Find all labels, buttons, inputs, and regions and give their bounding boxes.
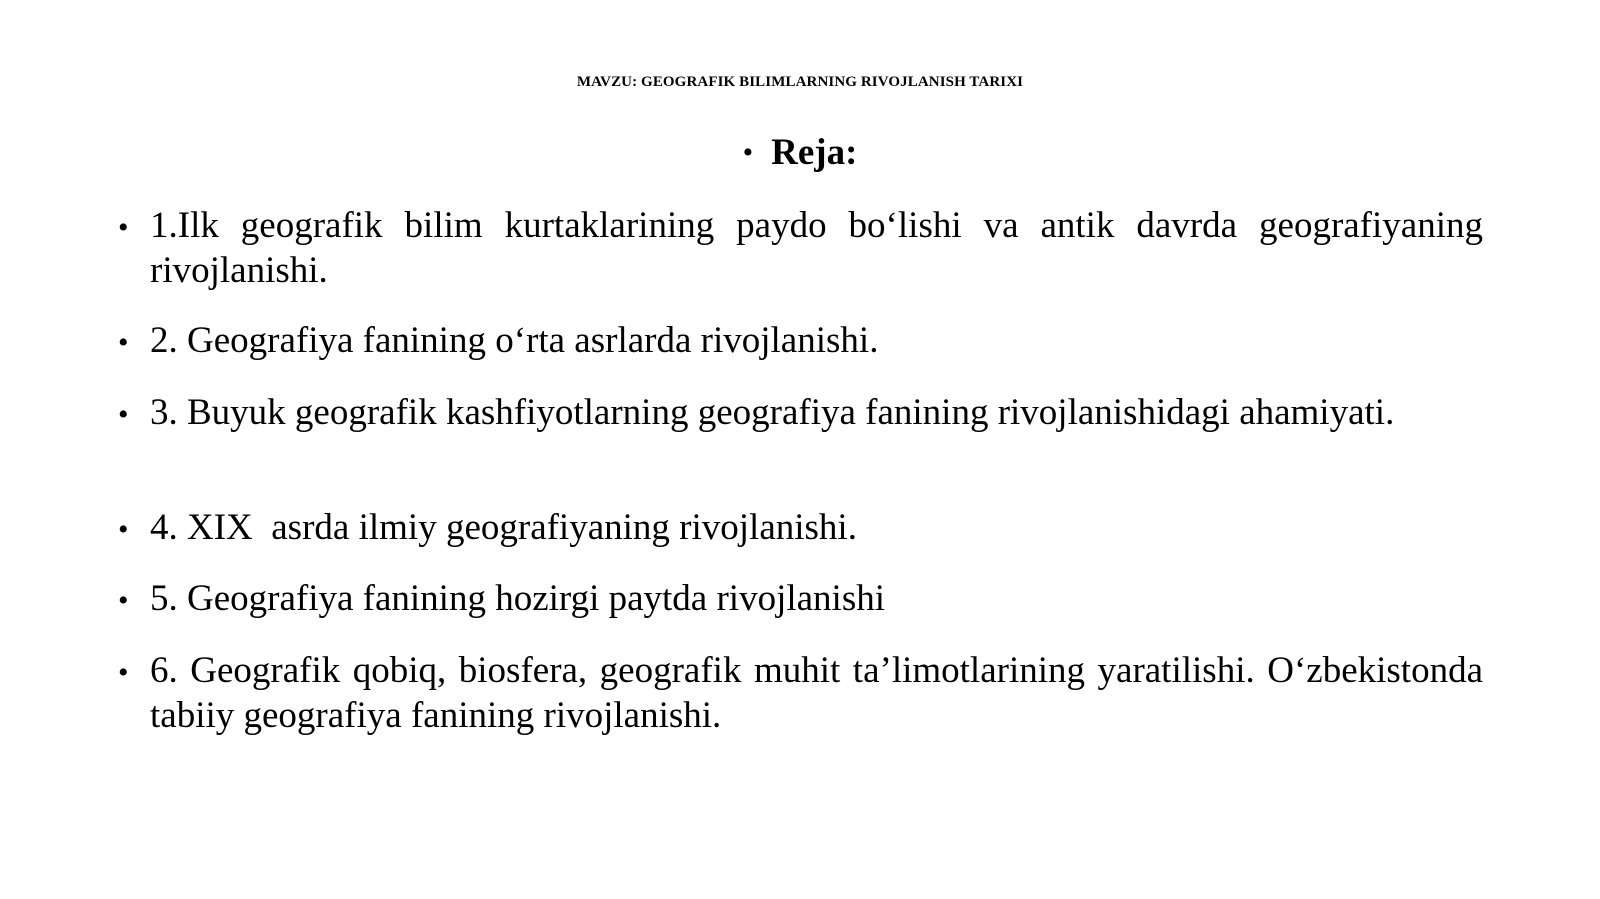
plan-item-text: 1.Ilk geografik bilim kurtaklarining paydo bo‘lishi va antik davrda geografiyaning rivojlanishi. bbox=[150, 205, 1483, 291]
slide-title: MAVZU: GEOGRAFIK BILIMLARNING RIVOJLANISH TARIXI bbox=[576, 74, 1024, 90]
plan-item-text: 2. Geografiya fanining o‘rta asrlarda rivojlanishi. bbox=[150, 320, 879, 361]
bullet-icon: • bbox=[118, 398, 129, 431]
plan-item-5 bbox=[118, 576, 1483, 621]
plan-item-text: 4. XIX asrda ilmiy geografiyaning rivojlanishi. bbox=[150, 507, 857, 548]
bullet-icon: • bbox=[118, 584, 129, 617]
plan-item-3 bbox=[118, 390, 1483, 435]
plan-item-text: 5. Geografiya fanining hozirgi paytda rivojlanishi bbox=[150, 578, 886, 619]
bullet-icon: • bbox=[118, 211, 129, 244]
plan-item-6 bbox=[118, 648, 1483, 738]
plan-item-2 bbox=[118, 318, 1483, 363]
plan-heading: Reja: bbox=[771, 132, 858, 173]
plan-heading-row bbox=[0, 131, 1600, 177]
bullet-icon: • bbox=[118, 656, 129, 689]
bullet-icon: • bbox=[118, 513, 129, 546]
bullet-icon: • bbox=[118, 326, 129, 359]
bullet-icon: • bbox=[742, 136, 754, 169]
plan-item-4 bbox=[118, 505, 1483, 550]
plan-item-text: 6. Geografik qobiq, biosfera, geografik muhit ta’limotlarining yaratilishi. O‘zbekistonda tabiiy geografiya fanining rivojlanishi. bbox=[150, 650, 1483, 736]
plan-item-1 bbox=[118, 203, 1483, 293]
plan-item-text: 3. Buyuk geografik kashfiyotlarning geografiya fanining rivojlanishidagi ahamiyati. bbox=[150, 392, 1395, 433]
